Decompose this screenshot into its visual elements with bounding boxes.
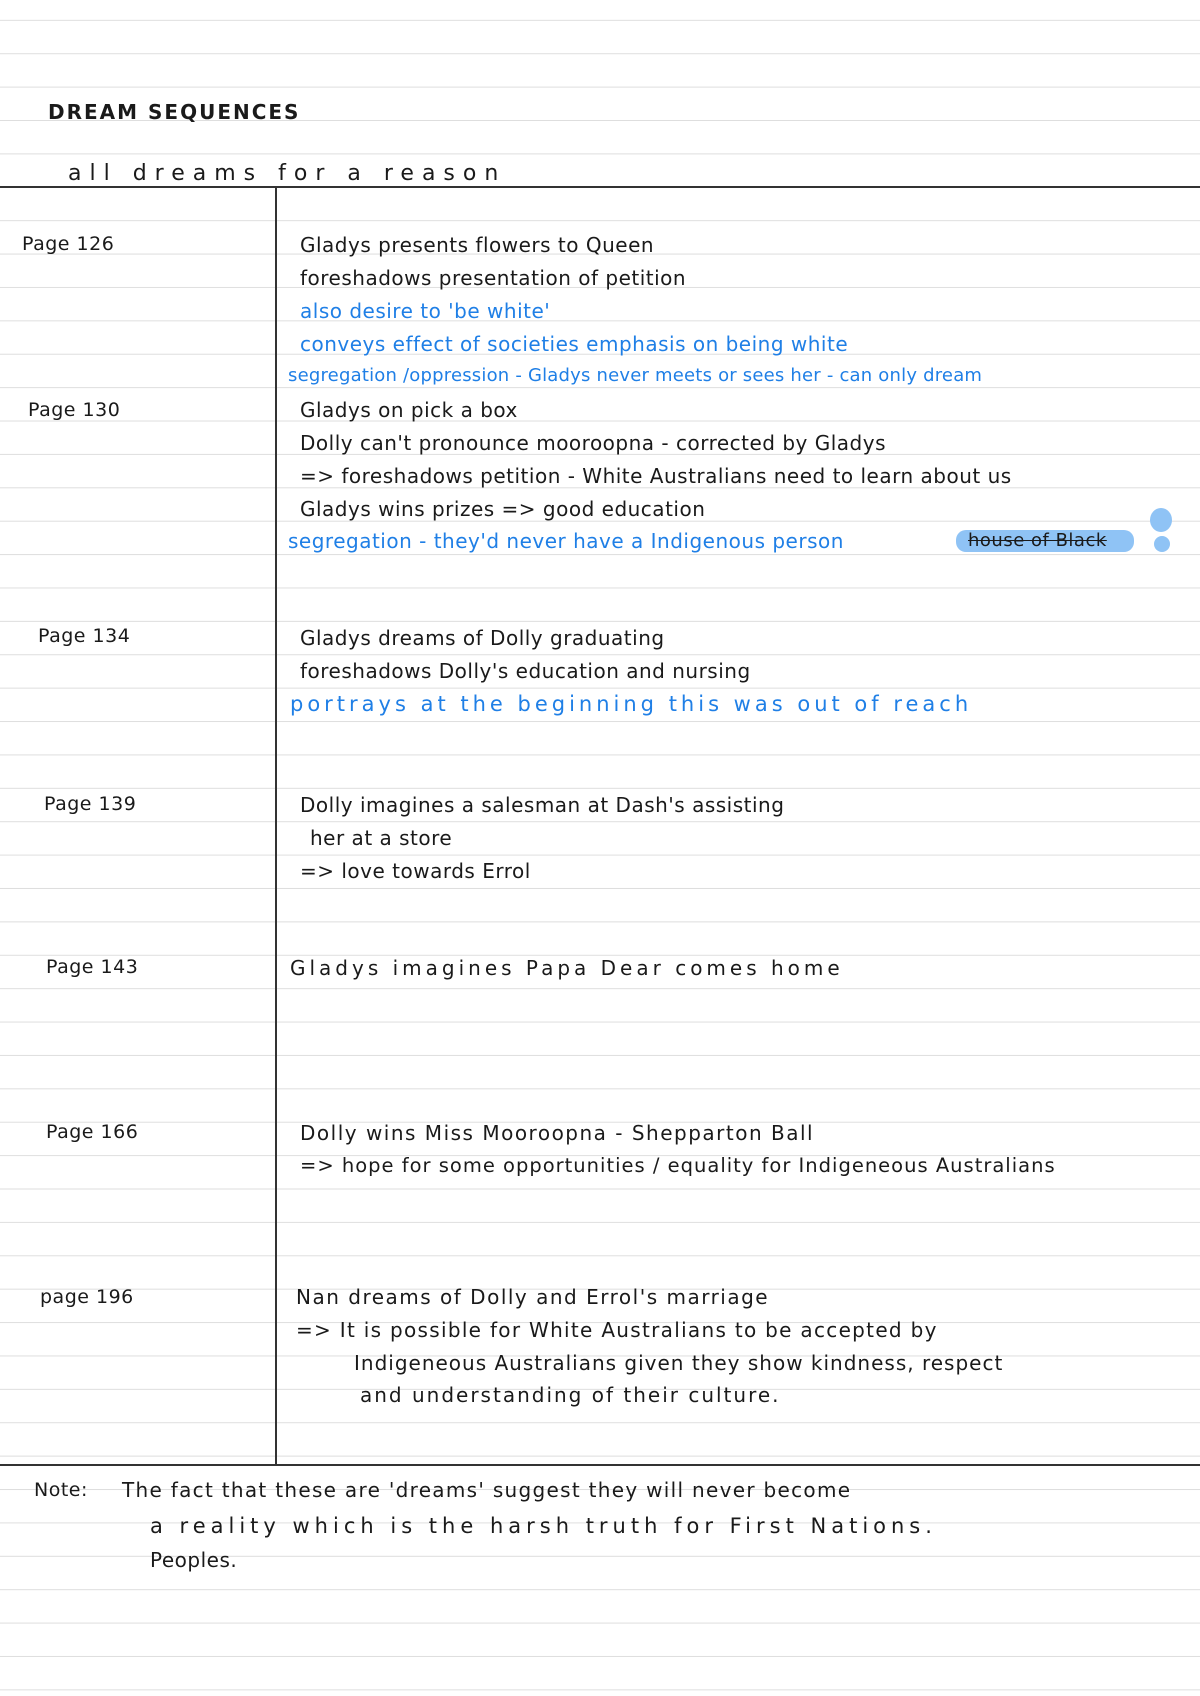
entry-page-label: Page 166 — [46, 1121, 139, 1143]
page-heading: DREAM SEQUENCES — [48, 100, 301, 124]
entry-page-label: Page 130 — [28, 399, 121, 421]
note-label: Note: — [34, 1479, 88, 1501]
entry-line: Gladys imagines Papa Dear comes home — [290, 956, 844, 980]
highlighter-blot — [1150, 508, 1172, 532]
entry-line: Dolly can't pronounce mooroopna - corrected by Gladys — [300, 431, 887, 455]
entry-line: => It is possible for White Australians to be accepted by — [296, 1318, 938, 1342]
note-line: The fact that these are 'dreams' suggest they will never become — [122, 1478, 852, 1502]
entry-line: => hope for some opportunities / equality for Indigeneous Australians — [300, 1154, 1056, 1177]
entry-page-label: page 196 — [40, 1286, 134, 1308]
entry-line: Dolly wins Miss Mooroopna - Shepparton Ball — [300, 1121, 815, 1145]
entry-page-label: Page 139 — [44, 793, 137, 815]
header-divider — [0, 186, 1200, 188]
page-subheading: all dreams for a reason — [68, 161, 507, 186]
entry-line: conveys effect of societies emphasis on being white — [300, 332, 849, 356]
entry-line: portrays at the beginning this was out of reach — [290, 692, 973, 716]
entry-line: => love towards Errol — [300, 859, 531, 883]
entry-line: Dolly imagines a salesman at Dash's assisting — [300, 793, 785, 817]
entry-page-label: Page 134 — [38, 625, 131, 647]
entry-line: Nan dreams of Dolly and Errol's marriage — [296, 1285, 770, 1309]
struck-text: house of Black — [968, 530, 1107, 551]
highlighter-blot — [1154, 536, 1170, 552]
note-divider — [0, 1464, 1200, 1466]
entry-line: her at a store — [310, 826, 453, 850]
entry-line: Indigeneous Australians given they show kindness, respect — [354, 1351, 1004, 1375]
entry-page-label: Page 126 — [22, 233, 115, 255]
entry-line: Gladys on pick a box — [300, 398, 518, 422]
entry-line: Gladys wins prizes => good education — [300, 497, 706, 521]
entry-page-label: Page 143 — [46, 956, 139, 978]
entry-line: Gladys dreams of Dolly graduating — [300, 626, 665, 650]
entry-line: foreshadows Dolly's education and nursing — [300, 659, 751, 683]
column-divider — [275, 186, 277, 1464]
note-line: Peoples. — [150, 1548, 238, 1572]
note-line: a reality which is the harsh truth for First Nations. — [150, 1514, 937, 1538]
entry-line: segregation - they'd never have a Indigenous person — [288, 529, 844, 553]
entry-line: => foreshadows petition - White Australians need to learn about us — [300, 464, 1012, 488]
entry-line: also desire to 'be white' — [300, 299, 551, 323]
entry-line: segregation /oppression - Gladys never meets or sees her - can only dream — [288, 365, 983, 386]
entry-line: foreshadows presentation of petition — [300, 266, 687, 290]
entry-line: and understanding of their culture. — [360, 1383, 781, 1407]
entry-line: Gladys presents flowers to Queen — [300, 233, 655, 257]
